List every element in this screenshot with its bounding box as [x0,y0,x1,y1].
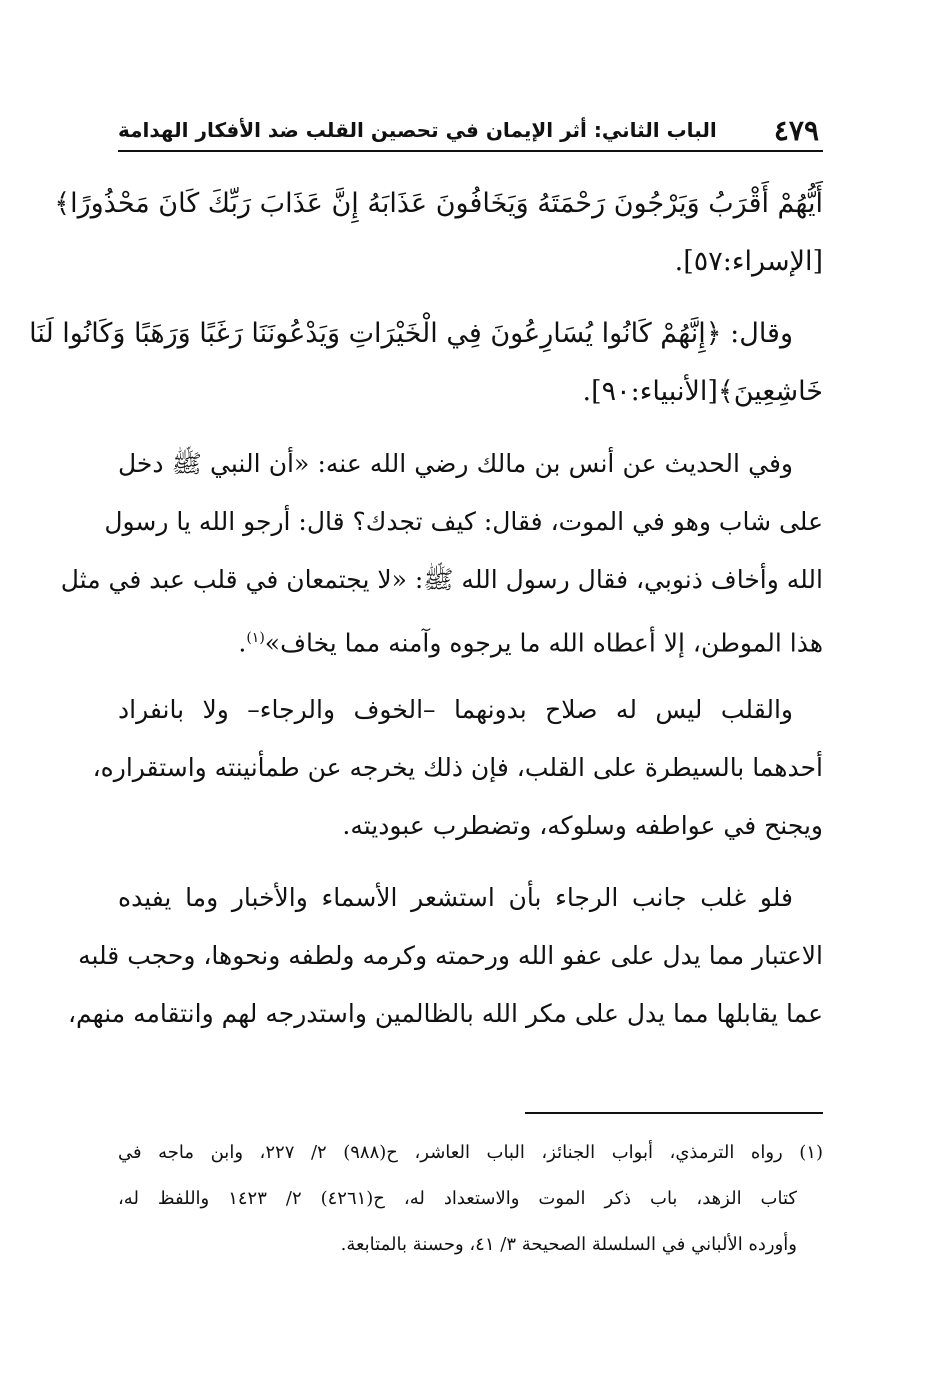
quran-reference: [الإسراء:٥٧]. [674,246,823,277]
page-header [118,110,819,150]
paragraph-line: فلو غلب جانب الرجاء بأن استشعر الأسماء والأخبار وما يفيده [118,883,793,912]
paragraph-line: والقلب ليس له صلاح بدونهما –الخوف والرجاء– ولا بانفراد [118,695,793,724]
footnote-marker: (١) [246,630,265,646]
page-number: ٤٧٩ [773,113,819,147]
main-text [29,175,823,1043]
paragraph-line: الله وأخاف ذنوبي، فقال رسول الله ﷺ: «لا يجتمعان في قلب عبد في مثل [60,565,823,594]
running-title: الباب الثاني: أثر الإيمان في تحصين القلب ضد الأفكار الهدامة [118,118,717,142]
quran-verse-line: وقال: ﴿إِنَّهُمْ كَانُوا يُسَارِعُونَ فِي الْخَيْرَاتِ وَيَدْعُونَنَا رَغَبًا وَرَهَبًا وَكَانُوا لَنَا [29,318,793,349]
paragraph-text: هذا الموطن، إلا أعطاه الله ما يرجوه وآمنه مما يخاف» [264,628,823,658]
footnote-rule [525,1112,823,1114]
quran-verse-line: خَاشِعِينَ﴾[الأنبياء:٩٠]. [582,376,823,407]
footnote-line: (١) رواه الترمذي، أبواب الجنائز، الباب العاشر، ح(٩٨٨) ٢/ ٢٢٧، وابن ماجه في [118,1142,823,1163]
quran-verse-line: أَيُّهُمْ أَقْرَبُ وَيَرْجُونَ رَحْمَتَهُ وَيَخَافُونَ عَذَابَهُ إِنَّ عَذَابَ رَبِّكَ كَانَ مَحْذُورًا﴾ [54,188,823,219]
paragraph-line: أحدهما بالسيطرة على القلب، فإن ذلك يخرجه عن طمأنينته واستقراره، [92,753,823,782]
paragraph-line: الاعتبار مما يدل على عفو الله ورحمته وكرمه ولطفه ونحوها، وحجب قلبه [78,941,823,970]
paragraph-line: ويجنح في عواطفه وسلوكه، وتضطرب عبوديته. [342,811,823,840]
footnote-line: كتاب الزهد، باب ذكر الموت والاستعداد له، ح(٤٢٦١) ٢/ ١٤٢٣ واللفظ له، [118,1188,797,1209]
paragraph-line: على شاب وهو في الموت، فقال: كيف تجدك؟ قال: أرجو الله يا رسول [104,507,823,536]
paragraph-line: عما يقابلها مما يدل على مكر الله بالظالمين واستدرجه لهم وانتقامه منهم، [67,999,823,1028]
paragraph-line: هذا الموطن، إلا أعطاه الله ما يرجوه وآمنه مما يخاف»$^{(١)}$. [238,628,823,658]
header-rule [118,150,823,152]
paragraph-line: وفي الحديث عن أنس بن مالك رضي الله عنه: «أن النبي ﷺ دخل [118,449,793,478]
footnotes [118,1130,823,1268]
footnote-line: وأورده الألباني في السلسلة الصحيحة ٣/ ٤١، وحسنة بالمتابعة. [340,1234,797,1255]
